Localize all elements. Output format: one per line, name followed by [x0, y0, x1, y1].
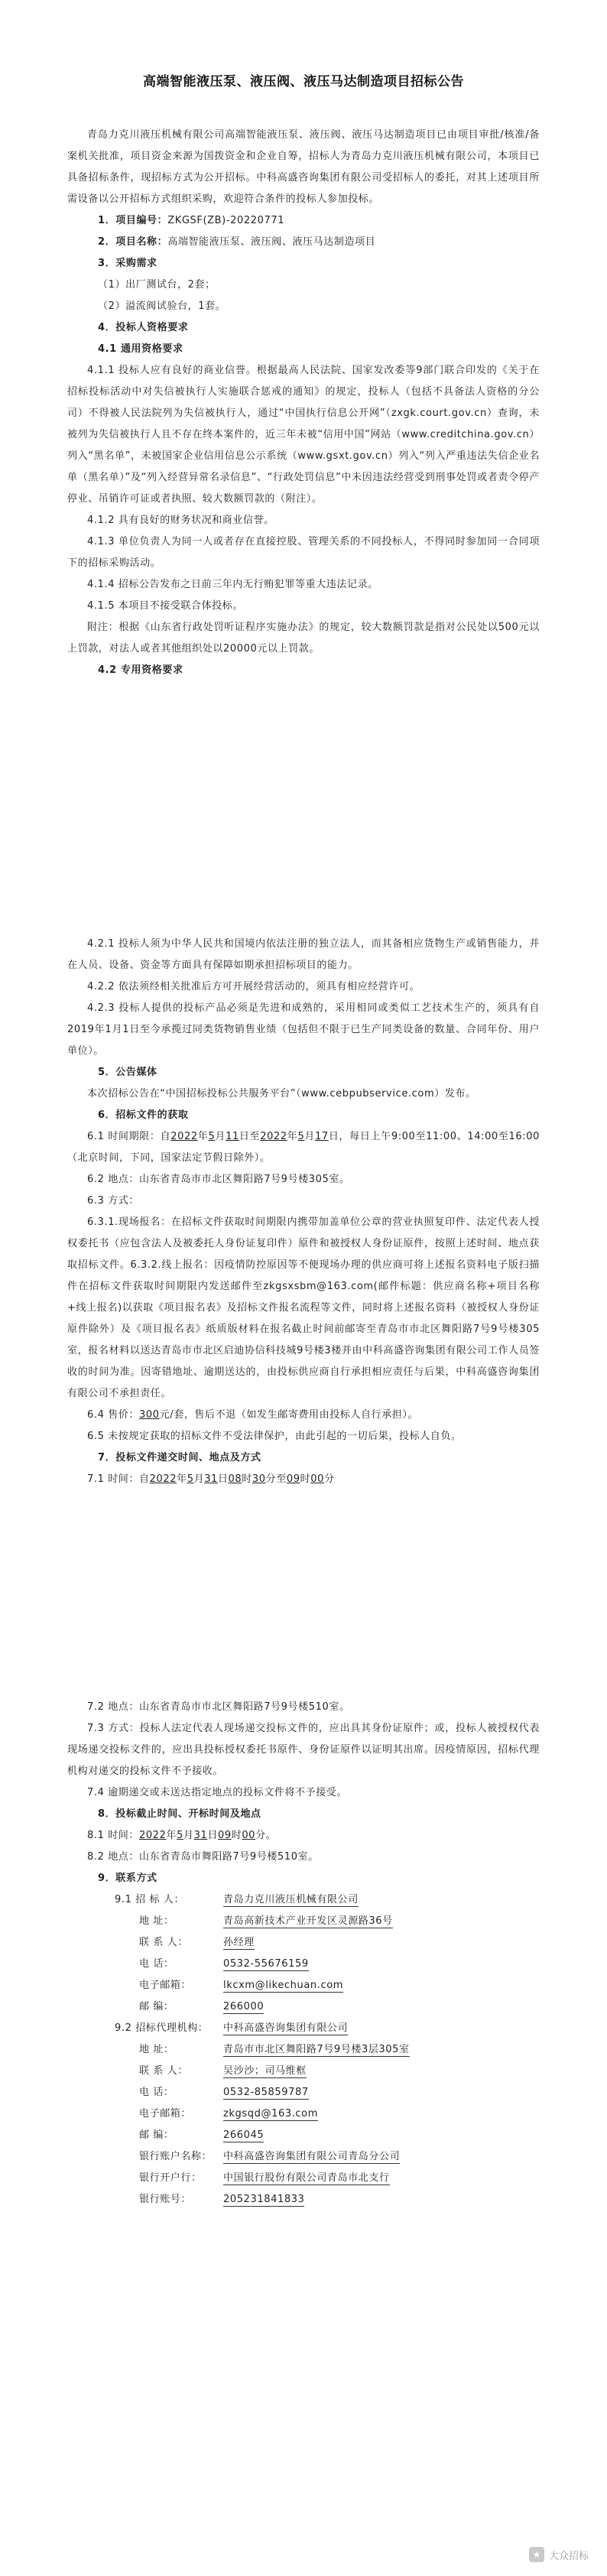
tenderer-email[interactable]: lkcxm@likechuan.com: [223, 1980, 344, 1991]
watermark: [529, 2547, 589, 2562]
requirement-item: （1）出厂测试台，2套；: [98, 279, 216, 291]
page-title: 高端智能液压泵、液压阀、液压马达制造项目招标公告: [143, 74, 464, 89]
clause-6-2: 6.2 地点：山东省青岛市市北区舞阳路7号9号楼305室。: [87, 1174, 350, 1185]
section-heading-8: 8．投标截止时间、开标时间及地点: [98, 1808, 261, 1820]
clause-7-4: 7.4 逾期递交或未送达指定地点的投标文件将不予接受。: [87, 1787, 348, 1798]
agency-email[interactable]: zkgsqd@163.com: [223, 2108, 318, 2120]
media-paragraph: 本次招标公告在“中国招标投标公共服务平台”（www.cebpubservice.com）发布。: [87, 1088, 476, 1100]
clause-7-2: 7.2 地点：山东省青岛市市北区舞阳路7号9号楼510室。: [87, 1701, 350, 1713]
tenderer-name: 青岛力克川液压机械有限公司: [223, 1894, 359, 1905]
watermark-text: 大众招标: [548, 2550, 589, 2562]
section-heading-3: 3．采购需求: [98, 258, 157, 269]
clause-4-1-3: 4.1.3 单位负责人为同一人或者存在直接控股、管理关系的不同投标人，不得同时参加同一合同项下的招标采购活动。: [67, 536, 540, 569]
project-name: 高端智能液压泵、液压阀、液压马达制造项目: [167, 236, 376, 248]
clause-4-2-1: 4.2.1 投标人须为中华人民共和国境内依法注册的独立法人，而其备相应货物生产或销售能力，并在人员、设备、资金等方面具有保障如期承担招标项目的能力。: [67, 938, 540, 971]
clause-4-2-3: 4.2.3 投标人提供的投标产品必须是先进和成熟的，采用相同或类似工艺技术生产的，须具有自2019年1月1日至今承揽过同类货物销售业绩（包括但不限于已生产同类设备的数量、合同年份、用户单位）。: [67, 1002, 540, 1057]
section-heading-4: 4．投标人资格要求: [98, 322, 189, 333]
blank-space: [67, 1490, 540, 1697]
clause-6-5: 6.5 未按规定获取的招标文件不受法律保护，由此引起的一切后果，投标人自负。: [87, 1431, 462, 1442]
clause-6-4: 6.4 售价：300元/套，售后不退（如发生邮寄费用由投标人自行承担）。: [87, 1409, 419, 1421]
clause-6-1: 6.1 时间期限：自2022年5月11日至2022年5月17日，每日上午9:00至11:00、14:00至16:00（北京时间，下同，国家法定节假日除外）。: [67, 1131, 540, 1164]
clause-8-1: 8.1 时间：2022年5月31日09时00分。: [87, 1830, 277, 1841]
clause-6-3: 6.3 方式：: [87, 1195, 140, 1207]
project-number: ZKGSF(ZB)-20220771: [167, 215, 285, 226]
agency-contact: 9.2 招标代理机构： 中科高盛咨询集团有限公司 地 址： 青岛市市北区舞阳路7号9号楼3层305室 联 系 人： 吴沙沙；司马维框 电 话： 0532-85859787 电子邮箱： zkgsqd@163.com 邮 编： 266045 银行账户名称： 中科高盛咨询集团有限公司青岛分公司 银行开户行： 中国银行股份有限公司青岛市北支行 银行账号： 205231841833: [115, 2022, 410, 2205]
watermark-logo-icon: ★: [529, 2547, 544, 2562]
intro-paragraph: 青岛力克川液压机械有限公司高端智能液压泵、液压阀、液压马达制造项目已由项目审批/核准/备案机关批准，项目资金来源为国拨资金和企业自筹，招标人为青岛力克川液压机械有限公司，本项目已具备招标条件，现招标方式为公开招标。中科高盛咨询集团有限公司受招标人的委托，对其上述项目所需设备以公开招标方式组织采购，欢迎符合条件的投标人参加投标。: [67, 129, 540, 205]
section-heading-6: 6．招标文件的获取: [98, 1109, 189, 1121]
agency-name: 中科高盛咨询集团有限公司: [223, 2022, 349, 2034]
subheading-4-1: 4.1 通用资格要求: [98, 343, 183, 355]
clause-4-1-2: 4.1.2 具有良好的财务状况和商业信誉。: [87, 515, 274, 526]
subheading-4-2: 4.2 专用资格要求: [98, 664, 183, 676]
clause-4-2-2: 4.2.2 依法须经相关批准后方可开展经营活动的，须具有相应经营许可。: [87, 981, 420, 992]
section-heading-7: 7．投标文件递交时间、地点及方式: [98, 1452, 261, 1463]
clause-4-1-4: 4.1.4 招标公告发布之日前三年内无行贿犯罪等重大违法记录。: [87, 579, 378, 590]
project-name-label: 2．项目名称：: [98, 236, 168, 248]
tenderer-phone: 0532-55676159: [223, 1958, 309, 1970]
clause-8-2: 8.2 地点：山东省青岛市舞阳路7号9号楼510室。: [87, 1851, 319, 1863]
section-heading-9: 9．联系方式: [98, 1873, 157, 1884]
clause-6-3-1: 6.3.1.现场报名：在招标文件获取时间期限内携带加盖单位公章的营业执照复印件、法定代表人授权委托书（应包含法人及被委托人身份证复印件）原件和被授权人身份证原件，按照上述时间、地点获取招标文件。6.3.2.线上报名：因疫情防控原因等不便现场办理的供应商可将上述报名资料电子版扫描件在招标文件获取时间期限内发送邮件至zkgsxsbm@163.com(邮件标题：供应商名称+项目名称+线上报名)以获取《项目报名表》及招标文件报名流程等文件，同时将上述报名资料（被授权人身份证原件除外）及《项目报名表》纸质版材料在报名截止时间前邮寄至青岛市市北区舞阳路7号9号楼305室，报名材料以送达青岛市市北区启迪协信科技城9号楼3楼并由中科高盛咨询集团有限公司工作人员签收的时间为准。因寄错地址、逾期送达的，由投标供应商自行承担相应责任与后果，中科高盛咨询集团有限公司不承担责任。: [67, 1217, 540, 1399]
blank-space: [67, 681, 540, 934]
clause-7-1: 7.1 时间：自2022年5月31日08时30分至09时00分: [87, 1473, 335, 1485]
requirement-item: （2）溢流阀试验台，1套。: [98, 300, 226, 312]
clause-7-3: 7.3 方式：投标人法定代表人现场递交投标文件的，应出具其身份证原件；或，投标人被授权代表现场递交投标文件的，应出具投标授权委托书原件、身份证原件以证明其出席。因疫情原因，招标代理机构对递交的投标文件不予接收。: [67, 1723, 540, 1777]
section-heading-5: 5．公告媒体: [98, 1067, 157, 1078]
clause-4-1-5: 4.1.5 本项目不接受联合体投标。: [87, 600, 244, 612]
project-number-label: 1．项目编号：: [98, 215, 168, 226]
note-paragraph: 附注：根据《山东省行政处罚听证程序实施办法》的规定，较大数额罚款是指对公民处以500元以上罚款，对法人或者其他组织处以20000元以上罚款。: [67, 622, 540, 655]
agency-phone: 0532-85859787: [223, 2087, 309, 2098]
bank-account-number: 205231841833: [223, 2194, 305, 2205]
clause-4-1-1: 4.1.1 投标人应有良好的商业信誉。根据最高人民法院、国家发改委等9部门联合印发的《关于在招标投标活动中对失信被执行人实施联合惩戒的通知》的规定，投标人（包括不具备法人资格的分公司）不得被人民法院列为失信被执行人，通过“中国执行信息公开网”（zxgk.court.gov.cn）查询，未被列为失信被执行人且不存在终本案件的，近三年未被“信用中国”网站（www.creditchina.gov.cn）列入“黑名单”，未被国家企业信用信息公示系统（www.gsxt.gov.cn）列入“列入严重违法失信企业名单（黑名单）”及“列入经营异常名录信息”、“行政处罚信息”中未因违法经营受到刑事处罚或者责令停产停业、吊销许可证或者执照、较大数额罚款的（附注）。: [67, 365, 540, 505]
tenderer-contact: 9.1 招 标 人： 青岛力克川液压机械有限公司 地 址： 青岛高新技术产业开发区灵源路36号 联 系 人： 孙经理 电 话： 0532-55676159 电子邮箱： lkcxm@likechuan.com 邮 编： 266000: [115, 1894, 393, 2012]
